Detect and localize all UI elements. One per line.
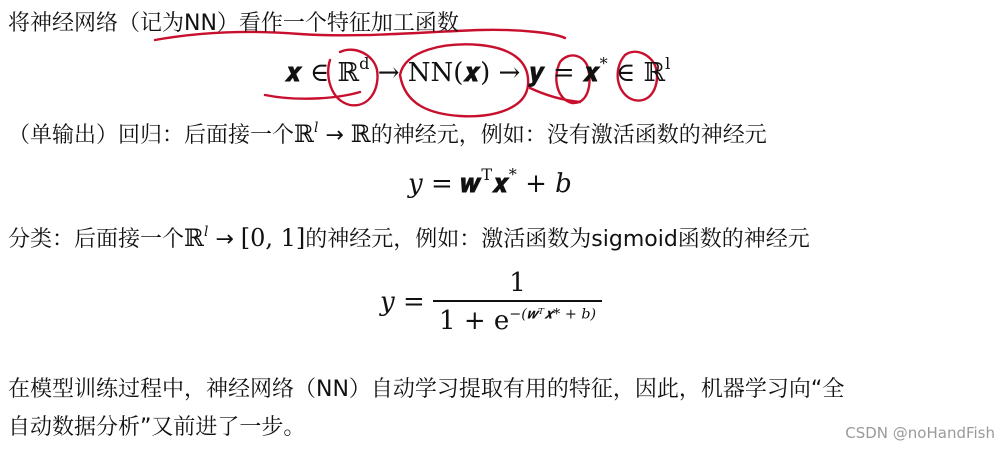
classification-interval: [0, 1]	[240, 224, 306, 252]
eq-in: ∈	[309, 58, 330, 89]
intro-text: 将神经网络（记为NN）看作一个特征加工函数	[8, 11, 459, 36]
regression-suffix: 的神经元，例如：没有激活函数的神经元	[370, 123, 767, 148]
eq-y: 𝒚	[528, 58, 545, 89]
equation-mapping	[285, 54, 670, 89]
regression-real: ℝ	[294, 120, 314, 148]
eq3-lhs: y =	[380, 287, 434, 317]
regression-prefix: （单输出）回归：后面接一个	[8, 123, 295, 148]
regression-l: l	[313, 119, 319, 136]
eq2-y: y =	[408, 169, 462, 200]
eq2-T: T	[481, 165, 493, 184]
sigmoid-fraction	[433, 268, 602, 336]
regression-arrow: →	[318, 123, 351, 148]
equation-regression	[408, 165, 572, 200]
eq-nn: NN(	[407, 58, 464, 89]
eq2-rest: + b	[516, 169, 572, 200]
eq-x: 𝒙	[285, 58, 302, 89]
classification-prefix: 分类：后面接一个	[8, 227, 185, 252]
classification-l: l	[203, 223, 209, 240]
sigmoid-exponent: −(𝒘ᵀ𝒙* + b)	[509, 306, 597, 323]
eq-xstar: 𝒙	[582, 58, 600, 89]
eq2-x: 𝒙	[492, 169, 509, 200]
eq-d: d	[359, 54, 370, 73]
regression-real2: ℝ	[350, 120, 371, 148]
eq-equals: =	[552, 58, 575, 89]
classification-arrow: →	[208, 227, 241, 252]
summary-line-1	[8, 372, 844, 403]
eq-arrow2: →	[498, 58, 521, 89]
watermark: CSDN @noHandFish	[845, 424, 995, 442]
equation-sigmoid	[380, 268, 602, 336]
eq-real2: ℝ	[643, 58, 666, 89]
ink-arc-bottom	[530, 88, 580, 102]
classification-line	[8, 222, 810, 253]
regression-line	[8, 118, 767, 149]
sigmoid-numerator: 1	[509, 268, 526, 298]
classification-suffix: 的神经元，例如：激活函数为sigmoid函数的神经元	[305, 227, 810, 252]
eq-arrow1: →	[377, 58, 400, 89]
eq-close: )	[480, 58, 491, 89]
ink-arc-left	[265, 92, 360, 99]
summary-line-2	[8, 410, 305, 441]
eq2-w: 𝒘	[461, 169, 482, 200]
eq-in2: ∈	[615, 58, 636, 89]
eq-nn-x: 𝒙	[463, 58, 481, 89]
eq-l: l	[665, 54, 671, 73]
sigmoid-den-base: 1 + e	[439, 306, 510, 336]
eq2-star: *	[508, 165, 517, 184]
summary-text-2: 自动数据分析”又前进了一步。	[8, 415, 306, 440]
intro-line	[8, 6, 459, 37]
classification-real: ℝ	[184, 224, 204, 252]
summary-text-1: 在模型训练过程中，神经网络（NN）自动学习提取有用的特征，因此，机器学习向“全	[8, 377, 845, 402]
eq-star: *	[599, 54, 608, 73]
eq-real: ℝ	[337, 58, 360, 89]
sigmoid-denominator	[433, 300, 602, 336]
